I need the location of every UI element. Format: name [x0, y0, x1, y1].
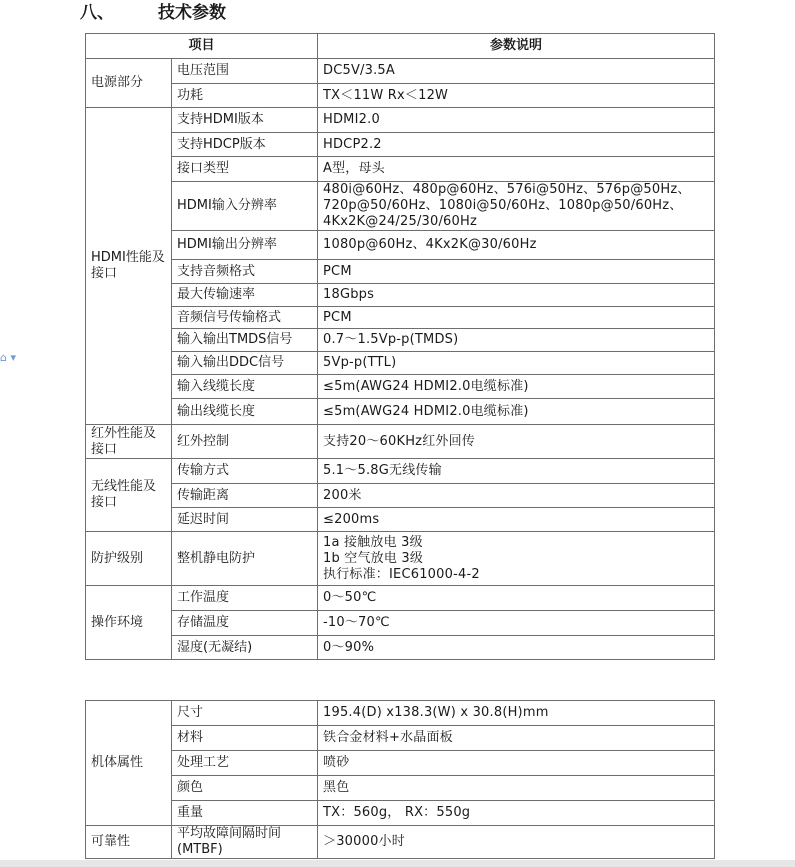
value-cell	[318, 182, 715, 231]
table-row	[86, 776, 715, 801]
value-line: 720p@50/60Hz、1080i@50/60Hz、1080p@50/60Hz、	[323, 198, 683, 213]
table-row	[86, 59, 715, 84]
table-row	[86, 636, 715, 660]
spec-table	[85, 33, 715, 660]
value-line: 铁合金材料+水晶面板	[323, 730, 453, 745]
value-line: 5Vp-p(TTL)	[323, 355, 397, 370]
header-description: 参数说明	[318, 34, 715, 59]
table-row	[86, 284, 715, 307]
category-cell: 无线性能及接口	[86, 459, 172, 532]
value-line: 黑色	[323, 780, 350, 795]
item-cell: 工作温度	[172, 586, 318, 611]
value-line: 1a 接触放电 3级	[323, 534, 423, 550]
item-cell: 支持HDMI版本	[172, 108, 318, 133]
margin-anchor-icon[interactable]: ⌂ ▾	[0, 351, 17, 364]
value-cell	[318, 459, 715, 484]
value-line: A型，母头	[323, 161, 385, 176]
value-line: 0～50℃	[323, 590, 377, 605]
physical-spec-table	[85, 700, 715, 859]
item-cell: 处理工艺	[172, 751, 318, 776]
value-line: 5.1～5.8G无线传输	[323, 463, 442, 478]
table-row	[86, 399, 715, 425]
section-number: 八、	[80, 3, 114, 23]
item-cell: HDMI输出分辨率	[172, 231, 318, 260]
value-line: 480i@60Hz、480p@60Hz、576i@50Hz、576p@50Hz、	[323, 182, 691, 197]
value-line: TX＜11W Rx＜12W	[323, 87, 449, 103]
item-cell: 湿度(无凝结)	[172, 636, 318, 660]
item-cell: 材料	[172, 726, 318, 751]
value-line: -10～70℃	[323, 615, 390, 630]
value-cell	[318, 611, 715, 636]
value-cell	[318, 636, 715, 660]
item-cell: 接口类型	[172, 157, 318, 182]
value-cell	[318, 84, 715, 108]
table-row	[86, 532, 715, 586]
value-line: 1b 空气放电 3级	[323, 550, 424, 566]
value-line: 执行标准：IEC61000-4-2	[323, 566, 480, 582]
value-cell	[318, 484, 715, 508]
value-cell	[318, 532, 715, 586]
category-cell: 防护级别	[86, 532, 172, 586]
table-row	[86, 726, 715, 751]
value-line: 18Gbps	[323, 287, 375, 302]
item-cell: 传输方式	[172, 459, 318, 484]
section-title: 技术参数	[158, 3, 226, 23]
item-cell: 最大传输速率	[172, 284, 318, 307]
item-cell: 颜色	[172, 776, 318, 801]
page-bottom-bar	[0, 860, 795, 867]
table-row	[86, 611, 715, 636]
category-cell: 操作环境	[86, 586, 172, 660]
value-cell	[318, 586, 715, 611]
item-cell: 功耗	[172, 84, 318, 108]
value-line: HDMI2.0	[323, 112, 380, 127]
item-cell: 延迟时间	[172, 508, 318, 532]
value-line: 4Kx2K@24/25/30/60Hz	[323, 214, 477, 229]
category-cell: 红外性能及接口	[86, 425, 172, 459]
item-cell: 平均故障间隔时间(MTBF)	[172, 826, 318, 859]
value-line: ≤5m(AWG24 HDMI2.0电缆标准)	[323, 403, 529, 419]
value-line: DC5V/3.5A	[323, 63, 395, 78]
value-line: 0.7～1.5Vp-p(TMDS)	[323, 332, 459, 347]
value-cell	[318, 133, 715, 157]
table-row	[86, 352, 715, 375]
item-cell: 尺寸	[172, 701, 318, 726]
table-row	[86, 801, 715, 826]
value-line: 195.4(D) x138.3(W) x 30.8(H)mm	[323, 705, 549, 720]
value-line: HDCP2.2	[323, 136, 382, 152]
value-cell	[318, 260, 715, 284]
header-item: 项目	[86, 34, 318, 59]
item-cell: 重量	[172, 801, 318, 826]
value-cell	[318, 59, 715, 84]
table-row	[86, 260, 715, 284]
item-cell: 音频信号传输格式	[172, 307, 318, 329]
table-row	[86, 826, 715, 859]
table-row	[86, 157, 715, 182]
item-cell: 输入线缆长度	[172, 375, 318, 399]
value-line: 200米	[323, 487, 362, 503]
table-row	[86, 375, 715, 399]
item-cell: 传输距离	[172, 484, 318, 508]
value-cell	[318, 826, 715, 859]
value-cell	[318, 508, 715, 532]
item-cell: 支持HDCP版本	[172, 133, 318, 157]
value-line: 支持20～60KHz红外回传	[323, 433, 476, 449]
table-row	[86, 459, 715, 484]
value-line: ＞30000小时	[323, 834, 405, 849]
item-cell: 支持音频格式	[172, 260, 318, 284]
value-cell	[318, 399, 715, 425]
value-line: 1080p@60Hz、4Kx2K@30/60Hz	[323, 237, 537, 252]
table-header-row	[86, 34, 715, 59]
item-cell: 输入输出TMDS信号	[172, 329, 318, 352]
value-cell	[318, 801, 715, 826]
section-heading	[80, 1, 226, 25]
item-cell: 红外控制	[172, 425, 318, 459]
table-row	[86, 508, 715, 532]
item-cell: 存储温度	[172, 611, 318, 636]
value-line: 0～90%	[323, 639, 375, 655]
value-line: TX：560g， RX：550g	[323, 805, 471, 820]
item-cell: 输入输出DDC信号	[172, 352, 318, 375]
value-cell	[318, 329, 715, 352]
value-cell	[318, 375, 715, 399]
value-cell	[318, 284, 715, 307]
table-row	[86, 108, 715, 133]
item-cell: 电压范围	[172, 59, 318, 84]
value-cell	[318, 157, 715, 182]
table-row	[86, 329, 715, 352]
value-cell	[318, 726, 715, 751]
table-row	[86, 307, 715, 329]
category-cell: 可靠性	[86, 826, 172, 859]
category-cell: 机体属性	[86, 701, 172, 826]
table-row	[86, 484, 715, 508]
value-line: ≤200ms	[323, 511, 380, 527]
item-cell: HDMI输入分辨率	[172, 182, 318, 231]
value-cell	[318, 231, 715, 260]
value-cell	[318, 425, 715, 459]
table-row	[86, 425, 715, 459]
value-line: PCM	[323, 309, 352, 325]
table-row	[86, 182, 715, 231]
category-cell: 电源部分	[86, 59, 172, 108]
table-row	[86, 586, 715, 611]
value-cell	[318, 701, 715, 726]
value-line: 喷砂	[323, 755, 350, 770]
value-line: ≤5m(AWG24 HDMI2.0电缆标准)	[323, 378, 529, 394]
value-cell	[318, 751, 715, 776]
table-row	[86, 84, 715, 108]
value-cell	[318, 776, 715, 801]
table-row	[86, 701, 715, 726]
category-cell: HDMI性能及接口	[86, 108, 172, 425]
table-row	[86, 751, 715, 776]
table-row	[86, 133, 715, 157]
value-line: PCM	[323, 263, 352, 279]
item-cell: 输出线缆长度	[172, 399, 318, 425]
value-cell	[318, 108, 715, 133]
value-cell	[318, 307, 715, 329]
table-row	[86, 231, 715, 260]
item-cell: 整机静电防护	[172, 532, 318, 586]
value-cell	[318, 352, 715, 375]
